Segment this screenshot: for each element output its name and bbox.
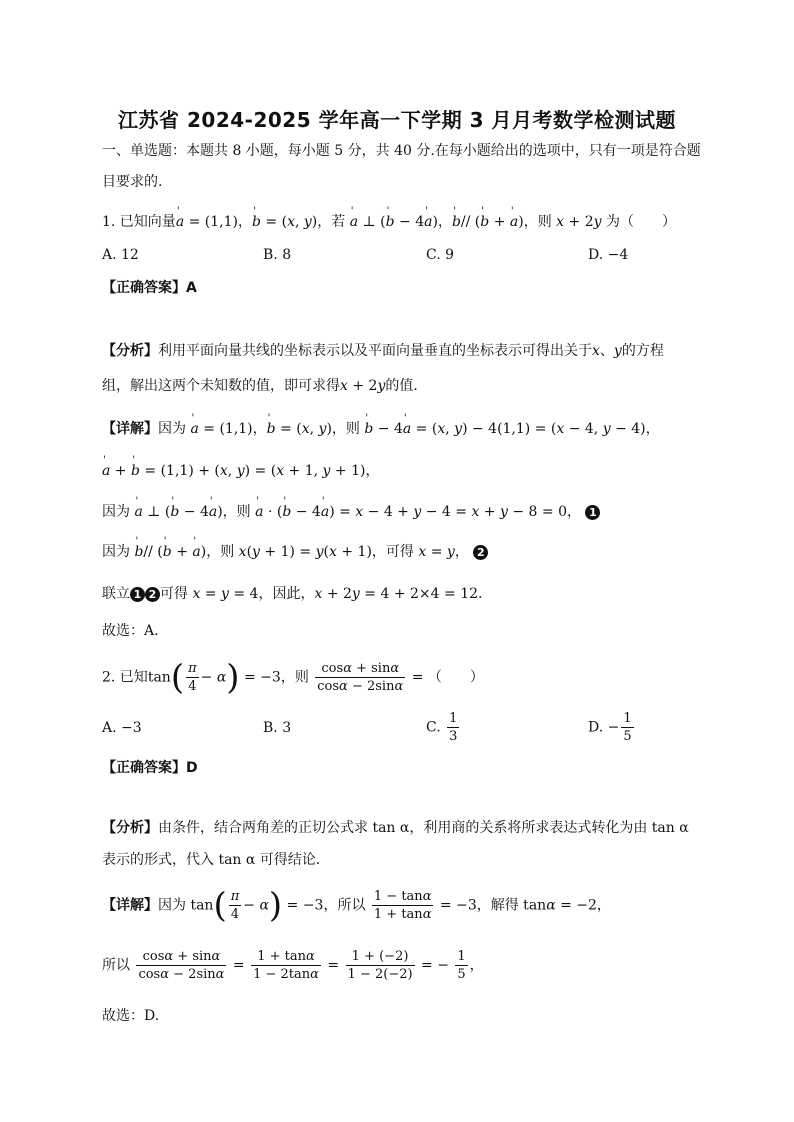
q1-option-b: B. 8 (263, 247, 292, 263)
q2-number: 2. 已知 (102, 669, 148, 686)
q2-detail-line1: 【详解】因为 tan( $\frac{\pi}{4}$ − α) = −3，所以 $\frac{1 - \tan\alpha}{1 + \tan\alpha}$ = −3，解得 tanα = −2， (102, 885, 611, 926)
q1-detail-line1: 【详解】因为 ' a = (1,1)，' b = (x, y)，则 ' b − 4' a = (x, y) − 4(1,1) = (x − 4, y − 4)， (102, 419, 660, 439)
q2-option-b: B. 3 (263, 720, 292, 736)
q2-answer: 【正确答案】D (102, 760, 198, 776)
q2-option-a: A. −3 (102, 720, 142, 736)
q1-detail-label: 【详解】 (102, 421, 158, 437)
q1-detail-line3: 因为 ' a ⊥ (' b − 4' a)，则 ' a · (' b − 4' a) = x − 4 + y − 4 = x + y − 8 = 0， 1 (102, 502, 600, 522)
section-heading-line2: 目要求的. (102, 174, 163, 190)
q1-detail-line4: 因为 ' b// (' b + ' a)，则 x(y + 1) = y(x + 1)，可得 x = y， 2 (102, 542, 488, 562)
q1-stem: 1. 已知向量' a = (1,1)，' b = (x, y)，若 ' a ⊥ (' b − 4' a)，' b// (' b + ' a)，则 x + 2y 为（ ） (102, 212, 676, 232)
q1-detail-line2: ' a + ' b = (1,1) + (x, y) = (x + 1, y + 1)， (102, 461, 379, 481)
q1-option-c: C. 9 (426, 247, 455, 263)
q1-option-d: D. −4 (588, 247, 629, 263)
q2-analysis-line2: 表示的形式，代入 tan α 可得结论. (102, 852, 321, 868)
q1-conclusion: 故选：A. (102, 623, 159, 639)
q1-analysis-label: 【分析】 (102, 343, 158, 359)
q1-analysis-text1: 利用平面向量共线的坐标表示以及平面向量垂直的坐标表示可得出关于 (158, 343, 592, 359)
q2-option-d: D. − $\frac{1}{5}$ (588, 711, 632, 744)
q2-analysis-line1 (102, 818, 689, 838)
q1-analysis-text2a: 组，解出这两个未知数的值，即可求得 (102, 378, 340, 394)
equation-marker-2: 2 (473, 545, 488, 560)
section-heading-line1: 一、单选题：本题共 8 小题，每小题 5 分，共 40 分.在每小题给出的选项中，只有一项是符合题 (102, 143, 701, 159)
page-title: 江苏省 2024-2025 学年高一下学期 3 月月考数学检测试题 (118, 108, 676, 132)
q1-analysis-text1b: 的方程 (621, 343, 664, 359)
q2-analysis-label: 【分析】 (102, 820, 158, 836)
q1-analysis-line2: 组，解出这两个未知数的值，即可求得x + 2y的值. (102, 378, 418, 394)
q2-conclusion: 故选：D. (102, 1008, 160, 1024)
q1-option-a: A. 12 (102, 247, 139, 263)
equation-marker-1: 1 (585, 505, 600, 520)
q2-detail-line2: 所以 $\frac{\cos\alpha + \sin\alpha}{\cos\alpha - 2\sin\alpha}$ = $\frac{1 + \tan\alpha}{1 - 2\tan\alpha}$ = $\frac{1 + (-2)}{1 - 2(-2)}$ = − $\frac{1}{5}$ ， (102, 949, 484, 982)
q2-option-c: C. $\frac{1}{3}$ (426, 711, 458, 744)
q1-analysis-text2b: 的值. (385, 378, 418, 394)
q1-analysis-line1: 【分析】利用平面向量共线的坐标表示以及平面向量垂直的坐标表示可得出关于x、y的方程 (102, 343, 664, 359)
q2-analysis-text1: 由条件，结合两角差的正切公式求 tan α，利用商的关系将所求表达式转化为由 tan α (158, 820, 689, 836)
q1-detail-line5: 联立 1 2 可得 x = y = 4，因此，x + 2y = 4 + 2×4 = 12. (102, 586, 483, 602)
q1-number: 1. 已知向量 (102, 214, 176, 230)
q1-answer: 【正确答案】A (102, 280, 197, 296)
q2-stem: 2. 已知tan( $\frac{\pi}{4}$ − α) = −3，则 $\frac{\cos\alpha + \sin\alpha}{\cos\alpha - 2\sin\alpha}$ = （ ） (102, 657, 484, 698)
q2-detail-label: 【详解】 (102, 897, 158, 914)
